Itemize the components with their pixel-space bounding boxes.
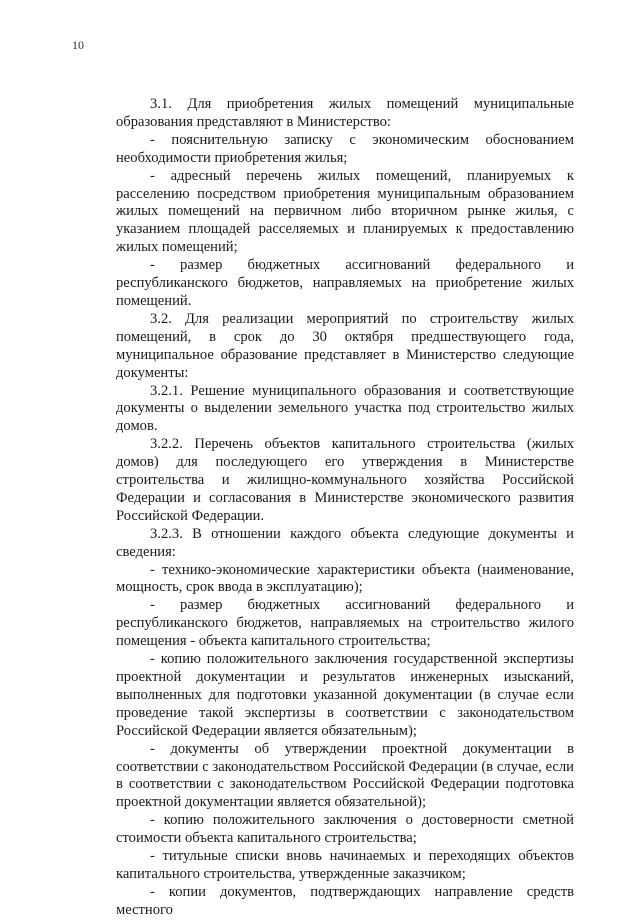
paragraph-3-2-3: 3.2.3. В отношении каждого объекта следующие документы и сведения: — [116, 525, 574, 560]
list-item-title-lists: - титульные списки вновь начинаемых и переходящих объектов капитального строительства, утвержденные заказчиком; — [116, 848, 574, 882]
paragraph-3-1: 3.1. Для приобретения жилых помещений муниципальные образования представляют в Министерство: — [116, 96, 574, 130]
list-item-design-approval: - документы об утверждении проектной документации в соответствии с законодательством Российской Федерации (в случае, если в соответствии с законодательством Российской Федерации подготовка проектной документации является обязательной); — [116, 740, 574, 811]
paragraph-3-2-1: 3.2.1. Решение муниципального образования и соответствующие документы о выделении земельного участка под строительство жилых домов. — [116, 382, 574, 435]
document-body — [116, 96, 574, 920]
list-item-construction-budget: - размер бюджетных ассигнований федерального и республиканского бюджетов, направляемых на строительство жилого помещения - объекта капитального строительства; — [116, 597, 574, 650]
paragraph-3-2-2: 3.2.2. Перечень объектов капитального строительства (жилых домов) для последующего его утверждения в Министерстве строительства и жилищно-коммунального хозяйства Российской Федерации и согласования в Министерстве экономического развития Российской Федерации. — [116, 436, 574, 524]
list-item-technical-characteristics: - технико-экономические характеристики объекта (наименование, мощность, срок ввода в эксплуатацию); — [116, 561, 574, 596]
page-number: 10 — [72, 38, 84, 52]
list-item-local-funds: - копии документов, подтверждающих направление средств местного — [116, 883, 574, 918]
list-item-expertise-conclusion: - копию положительного заключения государственной экспертизы проектной документации и результатов инженерных изысканий, выполненных для подготовки указанной документации (в случае если проведение такой экспертизы в соответствии с законодательством Российской Федерации является обязательным); — [116, 651, 574, 739]
list-item-budget-allocations: - размер бюджетных ассигнований федерального и республиканского бюджетов, направляемых на приобретение жилых помещений. — [116, 257, 574, 309]
list-item-address-list: - адресный перечень жилых помещений, планируемых к расселению посредством приобретения муниципальным образованием жилых помещений на первичном либо вторичном рынке жилья, с указанием площадей расселяемых и планируемых к предоставлению жилых помещений; — [116, 167, 574, 256]
paragraph-3-2: 3.2. Для реализации мероприятий по строительству жилых помещений, в срок до 30 октября предшествующего года, муниципальное образование представляет в Министерство следующие документы: — [116, 310, 574, 381]
list-item-explanatory-note: - пояснительную записку с экономическим обоснованием необходимости приобретения жилья; — [116, 131, 574, 166]
list-item-cost-reliability: - копию положительного заключения о достоверности сметной стоимости объекта капитального строительства; — [116, 812, 574, 847]
